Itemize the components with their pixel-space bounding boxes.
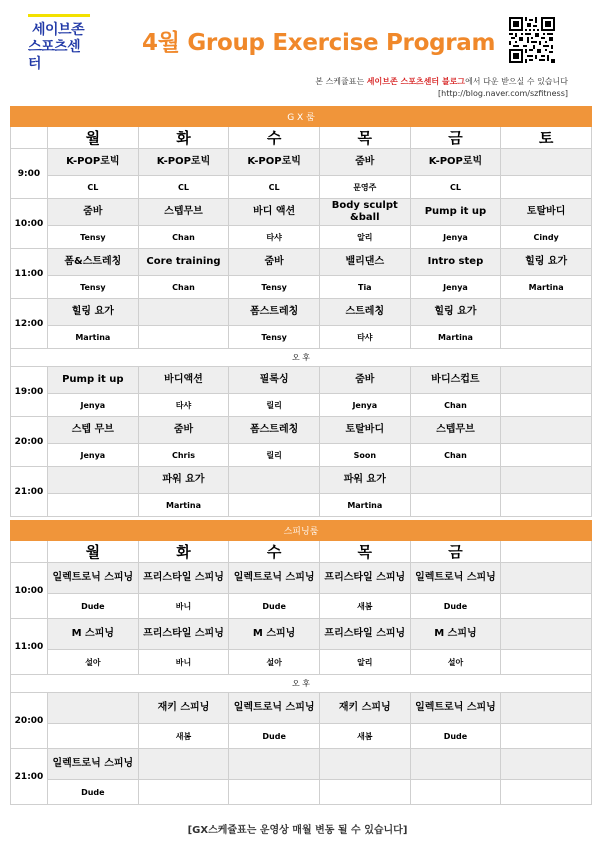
instructor-cell: 릴리 <box>229 444 320 467</box>
class-cell: K-POP로빅 <box>229 149 320 176</box>
class-cell <box>501 563 592 594</box>
time-slot: 21:00 <box>11 749 48 805</box>
afternoon-label: 오 후 <box>11 349 592 367</box>
instructor-cell <box>501 494 592 517</box>
class-cell: 스텝 무브 <box>48 417 139 444</box>
class-cell: 필록싱 <box>229 367 320 394</box>
table-row <box>11 619 592 650</box>
class-cell: 스트레칭 <box>319 299 410 326</box>
class-cell: 일렉트로닉 스피닝 <box>410 693 501 724</box>
class-cell: K-POP로빅 <box>138 149 229 176</box>
table-row <box>11 467 592 494</box>
day-header: 월 <box>48 541 139 563</box>
section-header <box>11 107 592 127</box>
center-logo <box>28 14 90 73</box>
instructor-cell: Chris <box>138 444 229 467</box>
table-row <box>11 494 592 517</box>
table-row <box>11 394 592 417</box>
instructor-cell <box>501 176 592 199</box>
class-cell <box>501 467 592 494</box>
class-cell <box>229 749 320 780</box>
class-cell: 프리스타일 스피닝 <box>138 619 229 650</box>
gx-schedule-table <box>10 106 592 517</box>
section-title: 스피닝룸 <box>11 521 592 541</box>
instructor-cell: Chan <box>410 394 501 417</box>
instructor-cell: Tensy <box>229 276 320 299</box>
table-row <box>11 594 592 619</box>
logo-line-2: 스포츠센터 <box>28 39 81 72</box>
class-cell <box>501 619 592 650</box>
instructor-cell: 새봄 <box>138 724 229 749</box>
instructor-cell <box>138 326 229 349</box>
instructor-cell: Dude <box>48 594 139 619</box>
class-cell: 스텝무브 <box>410 417 501 444</box>
instructor-cell: 설아 <box>410 650 501 675</box>
blog-link[interactable]: 세이브존 스포츠센터 블로그 <box>366 77 466 86</box>
table-row <box>11 367 592 394</box>
day-header <box>501 541 592 563</box>
instructor-cell: 타샤 <box>319 326 410 349</box>
instructor-cell: Chan <box>138 226 229 249</box>
table-row <box>11 444 592 467</box>
section-header <box>11 521 592 541</box>
instructor-cell: 설아 <box>48 650 139 675</box>
class-cell: 프리스타일 스피닝 <box>319 563 410 594</box>
table-row <box>11 724 592 749</box>
instructor-cell: Tensy <box>48 226 139 249</box>
day-header: 화 <box>138 541 229 563</box>
instructor-cell <box>48 724 139 749</box>
time-slot: 20:00 <box>11 693 48 749</box>
class-cell <box>138 749 229 780</box>
table-row <box>11 149 592 176</box>
class-cell <box>501 367 592 394</box>
class-cell: 일렉트로닉 스피닝 <box>229 693 320 724</box>
class-cell: 힐링 요가 <box>501 249 592 276</box>
class-cell: 일렉트로닉 스피닝 <box>229 563 320 594</box>
table-row <box>11 226 592 249</box>
instructor-cell: 새봄 <box>319 724 410 749</box>
class-cell: 일렉트로닉 스피닝 <box>48 563 139 594</box>
instructor-cell: Chan <box>410 444 501 467</box>
class-cell: 토탈바디 <box>501 199 592 226</box>
page-title: 4월 Group Exercise Program <box>142 30 496 56</box>
instructor-cell: Martina <box>410 326 501 349</box>
instructor-cell <box>501 650 592 675</box>
class-cell: 바디 액션 <box>229 199 320 226</box>
table-row <box>11 326 592 349</box>
day-header: 수 <box>229 127 320 149</box>
day-header: 금 <box>410 127 501 149</box>
blog-url[interactable]: [http://blog.naver.com/szfitness] <box>438 89 568 98</box>
afternoon-label: 오 후 <box>11 675 592 693</box>
class-cell: M 스피닝 <box>410 619 501 650</box>
class-cell: 줌바 <box>319 367 410 394</box>
day-header: 토 <box>501 127 592 149</box>
class-cell: Intro step <box>410 249 501 276</box>
class-cell: 폼&스트레칭 <box>48 249 139 276</box>
class-cell <box>48 693 139 724</box>
day-header-row <box>11 541 592 563</box>
time-slot: 21:00 <box>11 467 48 517</box>
instructor-cell: Dude <box>229 594 320 619</box>
class-cell: 재키 스피닝 <box>138 693 229 724</box>
instructor-cell: Dude <box>410 594 501 619</box>
instructor-cell: CL <box>48 176 139 199</box>
instructor-cell: 새봄 <box>319 594 410 619</box>
time-slot: 12:00 <box>11 299 48 349</box>
class-cell <box>48 467 139 494</box>
class-cell: 프리스타일 스피닝 <box>319 619 410 650</box>
instructor-cell <box>501 444 592 467</box>
class-cell: M 스피닝 <box>48 619 139 650</box>
class-cell: Pump it up <box>48 367 139 394</box>
instructor-cell: Jenya <box>410 276 501 299</box>
class-cell: 줌바 <box>48 199 139 226</box>
afternoon-divider <box>11 349 592 367</box>
instructor-cell: Martina <box>501 276 592 299</box>
instructor-cell <box>501 326 592 349</box>
table-row <box>11 563 592 594</box>
instructor-cell: Dude <box>410 724 501 749</box>
instructor-cell <box>410 494 501 517</box>
class-cell: 줌바 <box>138 417 229 444</box>
class-cell: 스텝무브 <box>138 199 229 226</box>
class-cell <box>501 299 592 326</box>
class-cell <box>410 749 501 780</box>
class-cell: Core training <box>138 249 229 276</box>
instructor-cell: CL <box>410 176 501 199</box>
class-cell: 힐링 요가 <box>410 299 501 326</box>
instructor-cell: CL <box>229 176 320 199</box>
class-cell <box>138 299 229 326</box>
time-slot: 11:00 <box>11 619 48 675</box>
class-cell <box>501 417 592 444</box>
instructor-cell: 바니 <box>138 594 229 619</box>
class-cell <box>501 693 592 724</box>
instructor-cell: 타샤 <box>229 226 320 249</box>
instructor-cell: Tia <box>319 276 410 299</box>
instructor-cell: Jenya <box>410 226 501 249</box>
class-cell: 밸리댄스 <box>319 249 410 276</box>
instructor-cell: Tensy <box>229 326 320 349</box>
time-slot: 10:00 <box>11 563 48 619</box>
section-title: G X 룸 <box>11 107 592 127</box>
logo-line-1: 세이브존 <box>32 22 85 38</box>
time-slot: 19:00 <box>11 367 48 417</box>
class-cell: M 스피닝 <box>229 619 320 650</box>
instructor-cell: Cindy <box>501 226 592 249</box>
table-row <box>11 249 592 276</box>
day-header: 월 <box>48 127 139 149</box>
qr-code-icon[interactable] <box>509 17 555 63</box>
footer-notice: [GX스케쥴표는 운영상 매월 변동 될 수 있습니다] <box>187 825 408 836</box>
instructor-cell: 설아 <box>229 650 320 675</box>
class-cell: K-POP로빅 <box>48 149 139 176</box>
instructor-cell <box>410 780 501 805</box>
class-cell <box>501 149 592 176</box>
class-cell: 토탈바디 <box>319 417 410 444</box>
instructor-cell: CL <box>138 176 229 199</box>
notice-suffix: 에서 다운 받으실 수 있습니다 <box>465 77 568 86</box>
blog-notice <box>315 76 568 87</box>
day-header: 목 <box>319 541 410 563</box>
class-cell: 폼스트레칭 <box>229 417 320 444</box>
instructor-cell: Chan <box>138 276 229 299</box>
class-cell <box>410 467 501 494</box>
table-row <box>11 299 592 326</box>
instructor-cell <box>138 780 229 805</box>
class-cell: 파워 요가 <box>138 467 229 494</box>
instructor-cell <box>501 394 592 417</box>
day-header: 금 <box>410 541 501 563</box>
notice-prefix: 본 스케쥴표는 <box>315 77 367 86</box>
class-cell: 폼스트레칭 <box>229 299 320 326</box>
instructor-cell: 알리 <box>319 650 410 675</box>
instructor-cell: 바니 <box>138 650 229 675</box>
table-row <box>11 693 592 724</box>
day-header-row <box>11 127 592 149</box>
class-cell: K-POP로빅 <box>410 149 501 176</box>
instructor-cell: Dude <box>229 724 320 749</box>
class-cell <box>229 467 320 494</box>
instructor-cell: Jenya <box>48 394 139 417</box>
day-header: 수 <box>229 541 320 563</box>
instructor-cell <box>501 780 592 805</box>
time-slot: 10:00 <box>11 199 48 249</box>
class-cell: 줌바 <box>229 249 320 276</box>
instructor-cell: Jenya <box>319 394 410 417</box>
time-column-header <box>11 127 48 149</box>
time-slot: 11:00 <box>11 249 48 299</box>
class-cell: 일렉트로닉 스피닝 <box>48 749 139 780</box>
time-slot: 9:00 <box>11 149 48 199</box>
instructor-cell: Dude <box>48 780 139 805</box>
table-row <box>11 650 592 675</box>
instructor-cell <box>229 780 320 805</box>
instructor-cell: Jenya <box>48 444 139 467</box>
instructor-cell: Martina <box>48 326 139 349</box>
class-cell: 바디액션 <box>138 367 229 394</box>
class-cell: Body sculpt &ball <box>319 199 410 226</box>
instructor-cell <box>48 494 139 517</box>
afternoon-divider <box>11 675 592 693</box>
day-header: 화 <box>138 127 229 149</box>
time-column-header <box>11 541 48 563</box>
class-cell: 파워 요가 <box>319 467 410 494</box>
instructor-cell <box>501 594 592 619</box>
class-cell: 프리스타일 스피닝 <box>138 563 229 594</box>
time-slot: 20:00 <box>11 417 48 467</box>
table-row <box>11 199 592 226</box>
instructor-cell <box>501 724 592 749</box>
instructor-cell: Tensy <box>48 276 139 299</box>
class-cell: 재키 스피닝 <box>319 693 410 724</box>
class-cell: 줌바 <box>319 149 410 176</box>
instructor-cell: Martina <box>138 494 229 517</box>
class-cell: 힐링 요가 <box>48 299 139 326</box>
table-row <box>11 780 592 805</box>
spinning-schedule-table <box>10 520 592 805</box>
logo-bar <box>28 14 90 17</box>
class-cell: 일렉트로닉 스피닝 <box>410 563 501 594</box>
instructor-cell: 릴리 <box>229 394 320 417</box>
table-row <box>11 276 592 299</box>
day-header: 목 <box>319 127 410 149</box>
instructor-cell: Soon <box>319 444 410 467</box>
instructor-cell: 문영주 <box>319 176 410 199</box>
table-row <box>11 176 592 199</box>
class-cell: 바디스컵트 <box>410 367 501 394</box>
class-cell: Pump it up <box>410 199 501 226</box>
table-row <box>11 749 592 780</box>
instructor-cell <box>229 494 320 517</box>
instructor-cell: 알리 <box>319 226 410 249</box>
instructor-cell: 타샤 <box>138 394 229 417</box>
class-cell <box>319 749 410 780</box>
table-row <box>11 417 592 444</box>
instructor-cell: Martina <box>319 494 410 517</box>
class-cell <box>501 749 592 780</box>
instructor-cell <box>319 780 410 805</box>
